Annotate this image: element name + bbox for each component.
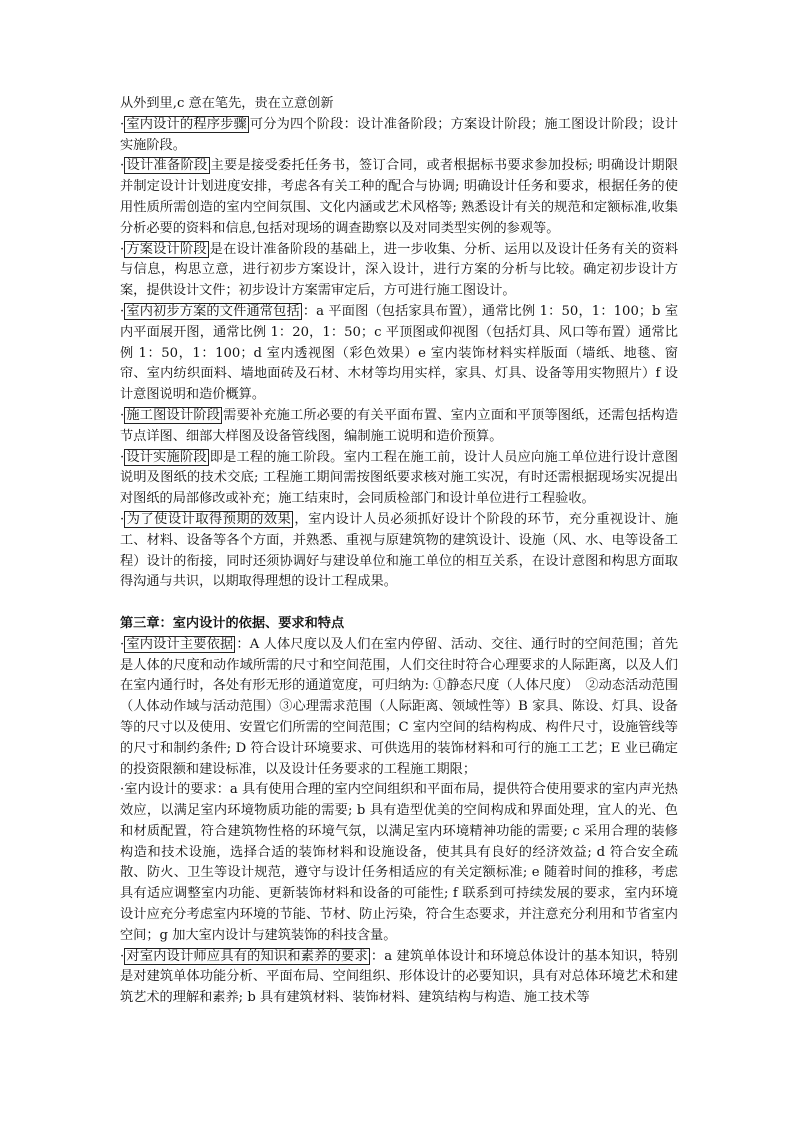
paragraph <box>120 510 678 593</box>
boxed-term: 室内设计的程序步骤 <box>126 116 247 132</box>
paragraph-text: 室内设计的要求：a 具有使用合理的室内空间组织和平面布局，提供符合使用要求的室内声光热效应，以满足室内环境物质功能的需要; b 具有造型优美的空间构成和界面处理，宜人的光、色和材质配置，符合建筑物性格的环境气氛，以满足室内环境精神功能的需要; c 采用合理的装修构造和技术设施，选择合适的装饰材料和设施设备，使其具有良好的经济效益; d 符合安全疏散、防火、卫生等设计规范，遵守与设计任务相适应的有关定额标准; e 随着时间的推移，考虑具有适应调整室内功能、更新装饰材料和设备的可能性; f 联系到可持续发展的要求，室内环境设计应充分考虑室内环境的节能、节材、防止污染，符合生态要求，并注意充分利用和节省室内空间；g 加大室内设计与建筑装饰的科技含量。 <box>120 782 678 943</box>
bullet-marker: · <box>120 241 125 257</box>
section-design-process <box>120 94 678 593</box>
boxed-term: 室内初步方案的文件通常包括 <box>126 303 300 319</box>
paragraph <box>120 302 678 406</box>
paragraph <box>120 947 678 1009</box>
document-body <box>120 94 678 1009</box>
bullet-marker: · <box>120 158 125 174</box>
bullet-marker: · <box>120 636 125 652</box>
paragraph-text: 即是工程的施工阶段。室内工程在施工前，设计人员应向施工单位进行设计意图说明及图纸的技术交底; 工程施工期间需按图纸要求核对施工实况，有时还需根据现场实况提出对图纸的局部修改或补充；施工结束时，会同质检部门和设计单位进行工程验收。 <box>120 449 679 507</box>
paragraph <box>120 635 678 781</box>
paragraph-text: 需要补充施工所必要的有关平面布置、室内立面和平顶等图纸，还需包括构造节点详图、细部大样图及设备管线图，编制施工说明和造价预算。 <box>120 407 679 444</box>
paragraph-text: ：A 人体尺度以及人们在室内停留、活动、交往、通行时的空间范围；首先是人体的尺度和动作域所需的尺寸和空间范围，人们交往时符合心理要求的人际距离，以及人们在室内通行时，各处有形无形的通道宽度，可归纳为: ①静态尺度（人体尺度） ②动态活动范围（人体动作域与活动范围）③心理需求范围（人际距离、领域性等）B 家具、陈设、灯具、设备等的尺寸以及使用、安置它们所需的空间范围；C 室内空间的结构构成、构件尺寸，设施管线等的尺寸和制约条件; D 符合设计环境要求、可供选用的装饰材料和可行的施工工艺；E 业已确定的投资限额和建设标准，以及设计任务要求的工程施工期限； <box>120 636 679 777</box>
bullet-marker: · <box>120 116 125 132</box>
bullet-marker: · <box>120 948 125 964</box>
paragraph-text: ，室内设计人员必须抓好设计个阶段的环节，充分重视设计、施工、材料、设备等各个方面，并熟悉、重视与原建筑物的建筑设计、设施（风、水、电等设备工程）设计的衔接，同时还须协调好与建设单位和施工单位的相互关系，在设计意图和构思方面取得沟通与共识，以期取得理想的设计工程成果。 <box>120 511 678 590</box>
boxed-term: 为了使设计取得预期的效果 <box>126 511 292 527</box>
paragraph-text: 从外到里,c 意在笔先，贵在立意创新 <box>120 96 334 111</box>
paragraph-text: ：a 建筑单体设计和环境总体设计的基本知识，特别是对建筑单体功能分析、平面布局、空间组织、形体设计的必要知识，具有对总体环境艺术和建筑艺术的理解和素养; b 具有建筑材料、装饰材料、建筑结构与构造、施工技术等 <box>120 948 678 1006</box>
boxed-term: 施工图设计阶段 <box>126 407 221 423</box>
section-design-basis <box>120 635 678 1009</box>
bullet-marker: · <box>120 511 125 527</box>
paragraph <box>120 780 678 946</box>
paragraph <box>120 94 678 115</box>
bullet-marker: · <box>120 303 125 319</box>
chapter-title: 第三章：室内设计的依据、要求和特点 <box>120 615 345 631</box>
paragraph <box>120 448 678 510</box>
boxed-term: 室内设计主要依据 <box>126 636 234 652</box>
bullet-marker: · <box>120 782 125 798</box>
paragraph-text: ：a 平面图（包括家具布置），通常比例 1：50，1：100；b 室内平面展开图，通常比例 1：20，1：50；c 平顶图或仰视图（包括灯具、风口等布置）通常比例 1：50，1：100；d 室内透视图（彩色效果）e 室内装饰材料实样版面（墙纸、地毯、窗帘、室内纺织面料、墙地面砖及石材、木材等均用实样，家具、灯具、设备等用实物照片）f 设计意图说明和造价概算。 <box>120 303 679 403</box>
bullet-marker: · <box>120 449 125 465</box>
paragraph-text: 是在设计准备阶段的基础上，进一步收集、分析、运用以及设计任务有关的资料与信息，构思立意，进行初步方案设计，深入设计，进行方案的分析与比较。确定初步设计方案，提供设计文件；初步设计方案需审定后，方可进行施工图设计。 <box>120 241 679 299</box>
boxed-term: 方案设计阶段 <box>126 241 207 257</box>
paragraph <box>120 240 678 302</box>
paragraph <box>120 156 678 239</box>
paragraph-text: 可分为四个阶段：设计准备阶段；方案设计阶段；施工图设计阶段；设计实施阶段。 <box>120 116 679 153</box>
paragraph-text: 主要是接受委托任务书，签订合同，或者根据标书要求参加投标; 明确设计期限并制定设计计划进度安排，考虑各有关工种的配合与协调; 明确设计任务和要求，根据任务的使用性质所需创造的室内空间氛围、文化内涵或艺术风格等; 熟悉设计有关的规范和定额标准,收集分析必要的资料和信息,包括对现场的调查勘察以及对同类型实例的参观等。 <box>120 158 679 236</box>
boxed-term: 设计准备阶段 <box>126 158 208 174</box>
boxed-term: 设计实施阶段 <box>126 449 207 465</box>
paragraph <box>120 115 678 157</box>
bullet-marker: · <box>120 407 125 423</box>
boxed-term: 对室内设计师应具有的知识和素养的要求 <box>126 948 368 964</box>
paragraph <box>120 406 678 448</box>
